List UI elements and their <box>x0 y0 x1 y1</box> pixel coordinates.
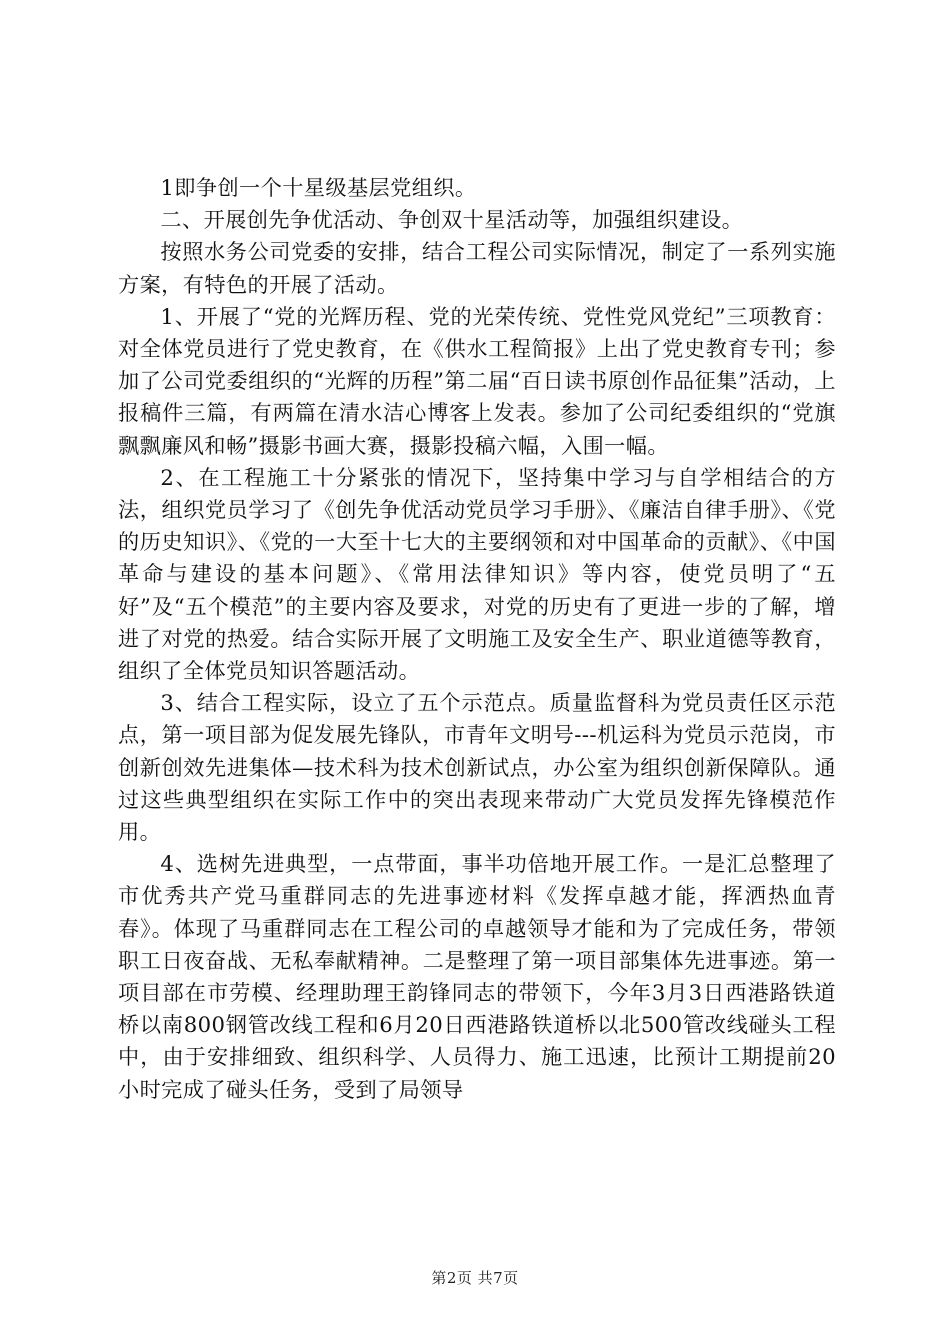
paragraph-item-1: 1、开展了“党的光辉历程、党的光荣传统、党性党风党纪”三项教育：对全体党员进行了党史教育，在《供水工程简报》上出了党史教育专刊；参加了公司党委组织的“光辉的历程”第二届“百日读书原创作品征集”活动，上报稿件三篇，有两篇在清水洁心博客上发表。参加了公司纪委组织的“党旗飘飘廉风和畅”摄影书画大赛，摄影投稿六幅，入围一幅。 <box>118 303 836 458</box>
paragraph-goal: 1即争创一个十星级基层党组织。 <box>160 175 477 200</box>
paragraph-intro: 按照水务公司党委的安排，结合工程公司实际情况，制定了一系列实施方案，有特色的开展了活动。 <box>118 239 836 297</box>
page-number: 第2页 共7页 <box>431 1269 519 1287</box>
paragraph-item-4: 4、选树先进典型，一点带面，事半功倍地开展工作。一是汇总整理了市优秀共产党马重群同志的先进事迹材料《发挥卓越才能，挥洒热血青春》。体现了马重群同志在工程公司的卓越领导才能和为了完成任务，带领职工日夜奋战、无私奉献精神。二是整理了第一项目部集体先进事迹。第一项目部在市劳模、经理助理王韵锋同志的带领下，今年3月3日西港路铁道桥以南800钢管改线工程和6月20日西港路铁道桥以北500管改线碰头工程中，由于安排细致、组织科学、人员得力、施工迅速，比预计工期提前20小时完成了碰头任务，受到了局领导 <box>118 851 836 1102</box>
document-body <box>118 172 836 1106</box>
paragraph-item-3: 3、结合工程实际，设立了五个示范点。质量监督科为党员责任区示范点，第一项目部为促发展先锋队，市青年文明号---机运科为党员示范岗，市创新创效先进集体—技术科为技术创新试点，办公室为组织创新保障队。通过这些典型组织在实际工作中的突出表现来带动广大党员发挥先锋模范作用。 <box>118 690 836 845</box>
paragraph-item-2: 2、在工程施工十分紧张的情况下，坚持集中学习与自学相结合的方法，组织党员学习了《创先争优活动党员学习手册》、《廉洁自律手册》、《党的历史知识》、《党的一大至十七大的主要纲领和对中国革命的贡献》、《中国革命与建设的基本问题》、《常用法律知识》等内容，使党员明了“五好”及“五个模范”的主要内容及要求，对党的历史有了更进一步的了解，增进了对党的热爱。结合实际开展了文明施工及安全生产、职业道德等教育，组织了全体党员知识答题活动。 <box>118 464 836 684</box>
section-heading-2: 二、开展创先争优活动、争创双十星活动等，加强组织建设。 <box>160 207 744 233</box>
